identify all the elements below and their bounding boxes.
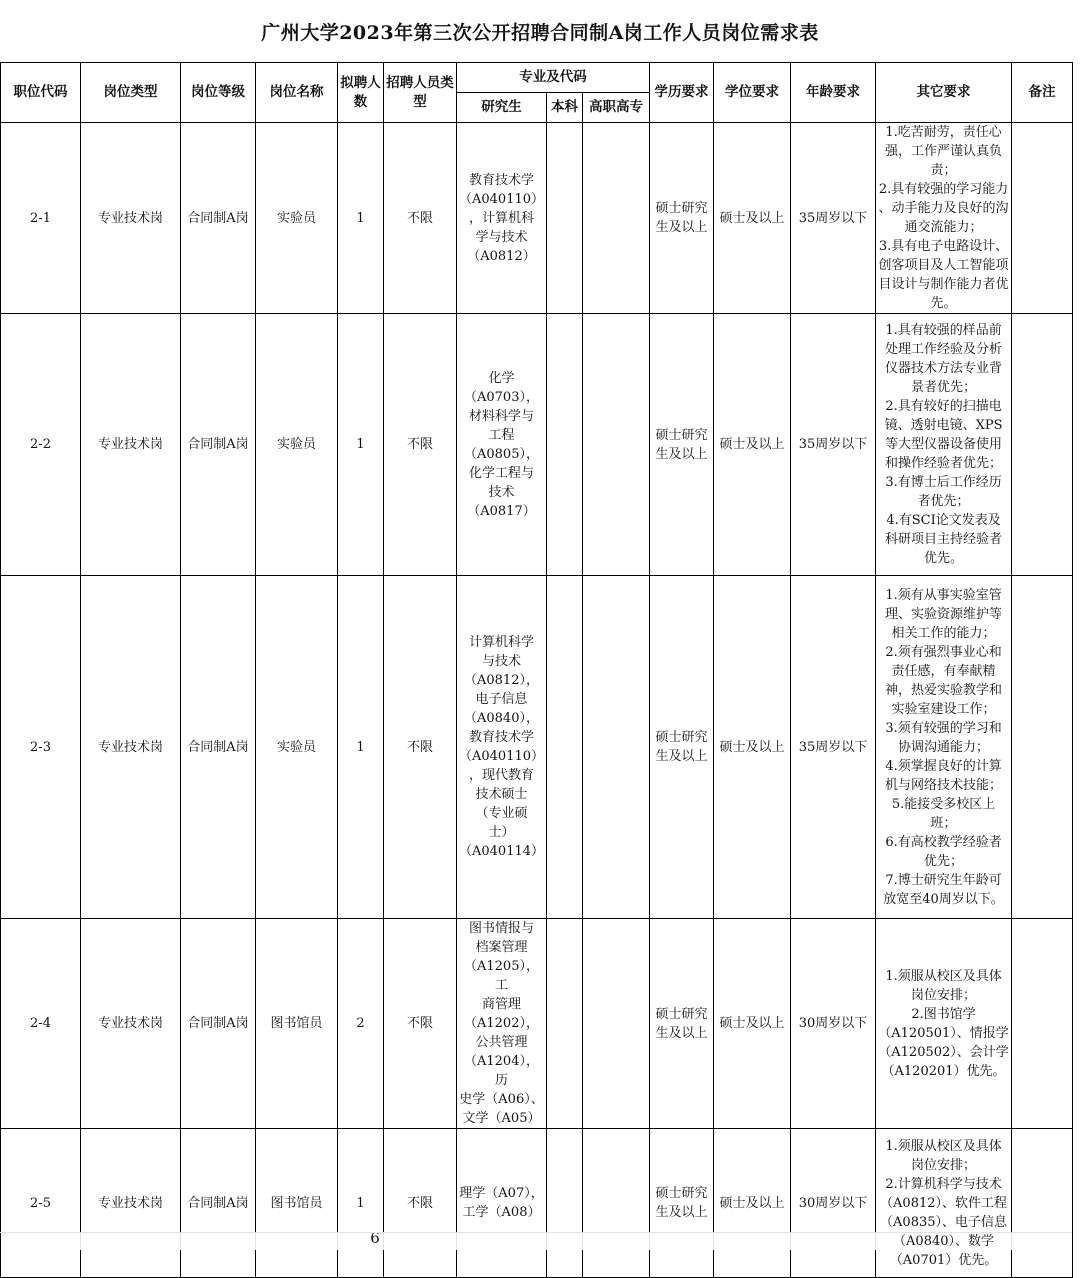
cell-name: 图书馆员 bbox=[256, 919, 338, 1129]
cell-major-graduate-line: 公共管理 bbox=[475, 1035, 528, 1050]
cell-other-requirements-line: 仪器技术方法专业背 bbox=[885, 361, 1003, 376]
header-other: 其它要求 bbox=[876, 63, 1012, 123]
cell-education-line: 生及以上 bbox=[655, 446, 708, 462]
cell-major-graduate-line: （A040110） bbox=[459, 191, 545, 207]
cell-other-requirements-line: 班； bbox=[930, 815, 957, 831]
cell-count: 1 bbox=[338, 123, 384, 314]
cell-code: 2-3 bbox=[1, 576, 81, 919]
cell-name: 实验员 bbox=[256, 123, 338, 314]
cell-major-graduate bbox=[457, 1129, 547, 1278]
cell-education-line: 生及以上 bbox=[655, 749, 708, 764]
cell-other-requirements-line: 优先； bbox=[924, 853, 964, 869]
cell-name: 实验员 bbox=[256, 576, 338, 919]
cell-other-requirements-line: 2.图书馆学 bbox=[911, 1006, 976, 1022]
cell-other-requirements-line: 岗位安排； bbox=[911, 987, 977, 1003]
cell-major-graduate-line: （专业硕 bbox=[475, 806, 528, 821]
cell-candidate-type: 不限 bbox=[384, 1129, 457, 1278]
cell-major-graduate bbox=[457, 123, 547, 314]
cell-major-graduate-line: 计算机科学 bbox=[468, 635, 534, 650]
header-level: 岗位等级 bbox=[181, 63, 256, 123]
cell-other-requirements-line: 景者优先； bbox=[911, 380, 977, 395]
cell-type: 专业技术岗 bbox=[81, 576, 181, 919]
cell-other-requirements-line: （A120201）优先。 bbox=[881, 1063, 1006, 1079]
header-degree: 学位要求 bbox=[714, 63, 791, 123]
cell-other-requirements-line: 3.具有电子电路设计、 bbox=[878, 239, 1009, 254]
cell-major-graduate-line: 电子信息 bbox=[475, 692, 528, 707]
cell-major-undergraduate bbox=[547, 1129, 583, 1278]
header-type: 岗位类型 bbox=[81, 63, 181, 123]
cell-major-graduate-line: 档案管理 bbox=[475, 940, 528, 955]
page-number: 6 bbox=[370, 1229, 380, 1247]
cell-other-requirements-line: 科研项目主持经验者 bbox=[885, 532, 1003, 547]
cell-type: 专业技术岗 bbox=[81, 1129, 181, 1278]
cell-level: 合同制A岗 bbox=[181, 1129, 256, 1278]
header-remark: 备注 bbox=[1012, 63, 1073, 123]
cell-other-requirements-line: 责； bbox=[930, 163, 957, 178]
table-row bbox=[1, 576, 1073, 919]
cell-other-requirements-line: 1.具有较强的样品前 bbox=[885, 323, 1002, 338]
cell-other-requirements-line: 放宽至40周岁以下。 bbox=[883, 891, 1004, 907]
cell-other-requirements-line: 责任感，有奉献精 bbox=[891, 663, 996, 679]
cell-other-requirements-line: 5.能接受多校区上 bbox=[891, 796, 996, 812]
cell-other-requirements-line: 理、实验资源维护等 bbox=[885, 606, 1003, 622]
cell-other-requirements-line: 神，热爱实验教学和 bbox=[885, 682, 1003, 698]
cell-other-requirements-line: 1.吃苦耐劳，责任心 bbox=[885, 125, 1002, 140]
cell-other-requirements-line: 7.博士研究生年龄可 bbox=[885, 872, 1002, 888]
cell-code: 2-2 bbox=[1, 314, 81, 576]
header-major-group: 专业及代码 bbox=[457, 63, 650, 93]
cell-other-requirements-line: （A120502）、会计学 bbox=[878, 1044, 1009, 1060]
cell-other-requirements-line: （A0840）、数学 bbox=[893, 1233, 995, 1249]
header-count: 拟聘人数 bbox=[338, 63, 384, 123]
cell-major-graduate-line: 文学（A05） bbox=[462, 1111, 541, 1126]
cell-major-graduate-line: 化学工程与 bbox=[468, 465, 534, 481]
cell-other-requirements-line: 镜、透射电镜、XPS bbox=[884, 418, 1003, 433]
page-title: 广州大学2023年第三次公开招聘合同制A岗工作人员岗位需求表 bbox=[261, 21, 819, 44]
cell-other-requirements-line: 3.须有较强的学习和 bbox=[885, 720, 1002, 736]
cell-major-graduate-line: （A0812） bbox=[467, 248, 536, 264]
bottom-divider bbox=[0, 1232, 1072, 1250]
cell-major-undergraduate bbox=[547, 576, 583, 919]
cell-count: 1 bbox=[338, 314, 384, 576]
cell-other-requirements-line: 目设计与制作能力者优 bbox=[878, 277, 1009, 292]
cell-education-line: 硕士研究 bbox=[655, 427, 708, 443]
cell-other-requirements bbox=[876, 919, 1012, 1129]
cell-remark bbox=[1012, 314, 1073, 576]
header-code: 职位代码 bbox=[1, 63, 81, 123]
cell-other-requirements-line: 4.有SCI论文发表及 bbox=[886, 513, 1001, 528]
cell-other-requirements-line: 2.具有较强的学习能力 bbox=[878, 182, 1009, 197]
cell-major-graduate-line: 与技术 bbox=[481, 654, 521, 669]
cell-major-undergraduate bbox=[547, 123, 583, 314]
cell-other-requirements-line: （A0701）优先。 bbox=[889, 1252, 998, 1268]
cell-type: 专业技术岗 bbox=[81, 919, 181, 1129]
cell-other-requirements-line: 4.须掌握良好的计算 bbox=[885, 758, 1002, 774]
cell-major-graduate-line: （A0817） bbox=[467, 503, 536, 519]
cell-age: 30周岁以下 bbox=[791, 1129, 876, 1278]
cell-level: 合同制A岗 bbox=[181, 123, 256, 314]
cell-other-requirements-line: 优先。 bbox=[924, 551, 964, 566]
cell-count: 2 bbox=[338, 919, 384, 1129]
cell-other-requirements-line: 2.须有强烈事业心和 bbox=[885, 644, 1002, 660]
cell-major-graduate-line: 化学 bbox=[488, 370, 515, 386]
cell-education-line: 硕士研究 bbox=[655, 201, 708, 216]
cell-major-vocational bbox=[583, 919, 650, 1129]
header-graduate: 研究生 bbox=[457, 93, 547, 123]
cell-major-graduate-line: （A040110） bbox=[459, 749, 545, 764]
cell-major-graduate-line: （A0703）， bbox=[464, 389, 539, 405]
cell-major-graduate-line: 工程 bbox=[488, 427, 515, 443]
cell-other-requirements-line: 岗位安排； bbox=[911, 1157, 977, 1173]
table-row bbox=[1, 123, 1073, 314]
cell-degree: 硕士及以上 bbox=[714, 1129, 791, 1278]
cell-candidate-type: 不限 bbox=[384, 123, 457, 314]
cell-other-requirements-line: 1.须服从校区及具体 bbox=[885, 1138, 1002, 1154]
cell-candidate-type: 不限 bbox=[384, 314, 457, 576]
cell-major-graduate-line: （A0812）， bbox=[464, 673, 539, 688]
cell-degree: 硕士及以上 bbox=[714, 123, 791, 314]
cell-major-graduate-line: 工学（A08） bbox=[462, 1205, 541, 1220]
cell-other-requirements-line: （A0812）、软件工程 bbox=[880, 1195, 1008, 1211]
cell-other-requirements-line: 通交流能力； bbox=[904, 220, 983, 235]
cell-major-graduate-line: 教育技术学 bbox=[468, 172, 534, 188]
cell-other-requirements-line: 等大型仪器设备使用 bbox=[885, 437, 1003, 452]
cell-level: 合同制A岗 bbox=[181, 576, 256, 919]
cell-other-requirements-line: 处理工作经验及分析 bbox=[885, 342, 1003, 357]
cell-other-requirements bbox=[876, 576, 1012, 919]
header-education: 学历要求 bbox=[650, 63, 714, 123]
table-row bbox=[1, 1129, 1073, 1278]
cell-major-graduate-line: 技术硕士 bbox=[475, 787, 528, 802]
cell-major-graduate-line: （A1202）， bbox=[464, 1016, 539, 1031]
cell-age: 35周岁以下 bbox=[791, 123, 876, 314]
cell-other-requirements-line: 2.计算机科学与技术 bbox=[885, 1176, 1002, 1192]
cell-other-requirements bbox=[876, 314, 1012, 576]
table-row bbox=[1, 919, 1073, 1129]
cell-major-graduate-line: （A0840）， bbox=[464, 711, 539, 726]
cell-other-requirements-line: 、动手能力及良好的沟 bbox=[878, 201, 1009, 216]
cell-major-graduate-line: （A1204），历 bbox=[464, 1054, 539, 1088]
cell-other-requirements-line: （A120501）、情报学 bbox=[878, 1025, 1009, 1041]
cell-type: 专业技术岗 bbox=[81, 123, 181, 314]
cell-other-requirements-line: 2.具有较好的扫描电 bbox=[885, 399, 1002, 414]
cell-major-graduate-line: 商管理 bbox=[481, 997, 521, 1012]
cell-other-requirements-line: （A0835）、电子信息 bbox=[880, 1214, 1008, 1230]
cell-other-requirements-line: 创客项目及人工智能项 bbox=[878, 258, 1009, 273]
cell-education bbox=[650, 576, 714, 919]
cell-candidate-type: 不限 bbox=[384, 576, 457, 919]
cell-major-graduate-line: 史学（A06）、 bbox=[459, 1092, 544, 1107]
cell-type: 专业技术岗 bbox=[81, 314, 181, 576]
cell-major-vocational bbox=[583, 576, 650, 919]
cell-major-graduate-line: 技术 bbox=[488, 484, 515, 500]
cell-major-graduate bbox=[457, 576, 547, 919]
cell-count: 1 bbox=[338, 576, 384, 919]
cell-other-requirements-line: 1.须服从校区及具体 bbox=[885, 968, 1002, 984]
cell-remark bbox=[1012, 1129, 1073, 1278]
header-candidate-type: 招聘人员类型 bbox=[384, 63, 457, 123]
cell-major-undergraduate bbox=[547, 919, 583, 1129]
cell-education-line: 硕士研究 bbox=[655, 730, 708, 745]
cell-level: 合同制A岗 bbox=[181, 314, 256, 576]
cell-remark bbox=[1012, 123, 1073, 314]
cell-other-requirements-line: 1.须有从事实验室管 bbox=[885, 587, 1002, 603]
cell-age: 30周岁以下 bbox=[791, 919, 876, 1129]
cell-education-line: 硕士研究 bbox=[655, 1186, 708, 1201]
cell-other-requirements-line: 强，工作严谨认真负 bbox=[885, 144, 1003, 159]
cell-major-graduate-line: 教育技术学 bbox=[468, 730, 534, 745]
cell-other-requirements-line: 先。 bbox=[930, 296, 957, 311]
cell-code: 2-5 bbox=[1, 1129, 81, 1278]
cell-major-graduate-line: 材料科学与 bbox=[468, 408, 534, 424]
header-row bbox=[1, 63, 1073, 93]
cell-other-requirements-line: 3.有博士后工作经历 bbox=[885, 475, 1002, 490]
cell-major-graduate-line: （A1205），工 bbox=[464, 959, 539, 993]
cell-name: 实验员 bbox=[256, 314, 338, 576]
cell-other-requirements bbox=[876, 1129, 1012, 1278]
cell-age: 35周岁以下 bbox=[791, 314, 876, 576]
cell-code: 2-1 bbox=[1, 123, 81, 314]
cell-education-line: 生及以上 bbox=[655, 1205, 708, 1220]
table-row bbox=[1, 314, 1073, 576]
cell-major-graduate-line: （A0805）， bbox=[464, 446, 539, 462]
cell-other-requirements-line: 者优先； bbox=[917, 494, 970, 509]
cell-other-requirements-line: 实验室建设工作； bbox=[891, 701, 996, 717]
cell-education bbox=[650, 1129, 714, 1278]
cell-major-undergraduate bbox=[547, 314, 583, 576]
cell-degree: 硕士及以上 bbox=[714, 576, 791, 919]
cell-major-graduate-line: ，现代教育 bbox=[468, 768, 534, 783]
cell-major-graduate-line: 士） bbox=[488, 825, 515, 840]
cell-name: 图书馆员 bbox=[256, 1129, 338, 1278]
cell-major-graduate-line: 理学（A07）， bbox=[459, 1186, 544, 1201]
cell-education-line: 生及以上 bbox=[655, 1025, 708, 1041]
cell-age: 35周岁以下 bbox=[791, 576, 876, 919]
cell-major-graduate-line: （A040114） bbox=[459, 844, 545, 859]
cell-major-graduate bbox=[457, 314, 547, 576]
cell-count: 1 bbox=[338, 1129, 384, 1278]
cell-major-graduate-line: 图书情报与 bbox=[468, 921, 534, 936]
cell-major-graduate-line: 学与技术 bbox=[475, 229, 528, 245]
cell-education-line: 硕士研究 bbox=[655, 1006, 708, 1022]
cell-major-vocational bbox=[583, 1129, 650, 1278]
cell-other-requirements-line: 相关工作的能力； bbox=[891, 625, 996, 641]
cell-major-graduate-line: ，计算机科 bbox=[468, 210, 534, 226]
header-vocational: 高职高专 bbox=[583, 93, 650, 123]
cell-other-requirements-line: 协调沟通能力； bbox=[898, 739, 990, 755]
header-age: 年龄要求 bbox=[791, 63, 876, 123]
cell-major-graduate bbox=[457, 919, 547, 1129]
cell-other-requirements-line: 6.有高校教学经验者 bbox=[885, 834, 1002, 850]
cell-major-vocational bbox=[583, 314, 650, 576]
cell-degree: 硕士及以上 bbox=[714, 314, 791, 576]
job-requirements-table bbox=[0, 62, 1073, 1278]
cell-education bbox=[650, 919, 714, 1129]
cell-code: 2-4 bbox=[1, 919, 81, 1129]
cell-other-requirements bbox=[876, 123, 1012, 314]
cell-candidate-type: 不限 bbox=[384, 919, 457, 1129]
cell-education bbox=[650, 314, 714, 576]
cell-other-requirements-line: 和操作经验者优先； bbox=[885, 456, 1003, 471]
cell-remark bbox=[1012, 919, 1073, 1129]
cell-level: 合同制A岗 bbox=[181, 919, 256, 1129]
header-name: 岗位名称 bbox=[256, 63, 338, 123]
cell-major-vocational bbox=[583, 123, 650, 314]
cell-degree: 硕士及以上 bbox=[714, 919, 791, 1129]
header-undergraduate: 本科 bbox=[547, 93, 583, 123]
cell-remark bbox=[1012, 576, 1073, 919]
cell-education-line: 生及以上 bbox=[655, 220, 708, 235]
cell-education bbox=[650, 123, 714, 314]
cell-other-requirements-line: 机与网络技术技能； bbox=[885, 777, 1003, 793]
